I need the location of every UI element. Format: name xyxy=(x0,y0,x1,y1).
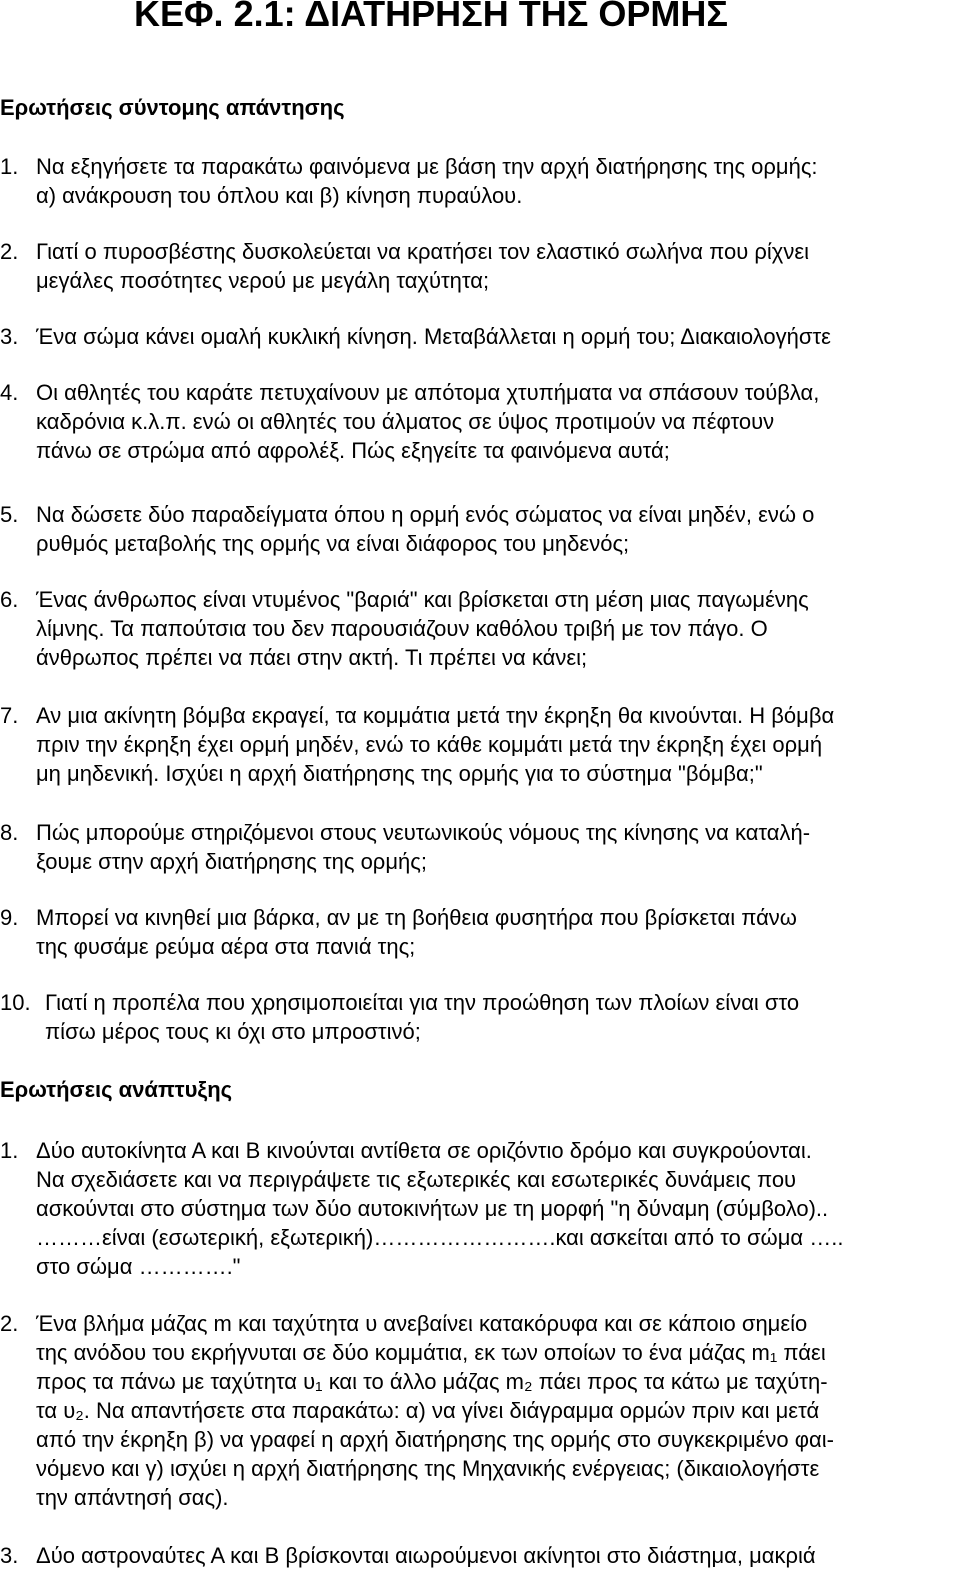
short-question-7 xyxy=(0,701,960,788)
question-number: 3. xyxy=(0,324,19,349)
development-heading: Ερωτήσεις ανάπτυξης xyxy=(0,1077,233,1102)
question-text-line: Γιατί η προπέλα που χρησιμοποιείται για την προώθηση των πλοίων είναι στο xyxy=(45,990,800,1015)
question-number: 2. xyxy=(0,1311,19,1336)
question-text-line: καδρόνια κ.λ.π. ενώ οι αθλητές του άλματος σε ύψος προτιμούν να πέφτουν xyxy=(36,409,775,434)
development-question-3 xyxy=(0,1541,960,1570)
question-number: 6. xyxy=(0,587,19,612)
question-text-line: προς τα πάνω με ταχύτητα υ₁ και το άλλο μάζας m₂ πάει προς τα κάτω με ταχύτη- xyxy=(36,1369,828,1394)
question-text-line: Δύο αστροναύτες Α και Β βρίσκονται αιωρούμενοι ακίνητοι στο διάστημα, μακριά xyxy=(36,1543,816,1568)
short-question-10 xyxy=(0,988,960,1046)
short-question-5 xyxy=(0,500,960,558)
question-text-line: στο σώμα …………." xyxy=(36,1254,241,1279)
question-text-line: άνθρωπος πρέπει να πάει στην ακτή. Τι πρέπει να κάνει; xyxy=(36,645,588,670)
question-text-line: Να δώσετε δύο παραδείγματα όπου η ορμή ενός σώματος να είναι μηδέν, ενώ ο xyxy=(36,502,815,527)
question-text-line: πριν την έκρηξη έχει ορμή μηδέν, ενώ το κάθε κομμάτι μετά την έκρηξη έχει ορμή xyxy=(36,732,823,757)
short-question-6 xyxy=(0,585,960,672)
question-text-line: λίμνης. Τα παπούτσια του δεν παρουσιάζουν καθόλου τριβή με τον πάγο. Ο xyxy=(36,616,768,641)
question-number: 1. xyxy=(0,154,19,179)
question-text-line: Μπορεί να κινηθεί μια βάρκα, αν με τη βοήθεια φυσητήρα που βρίσκεται πάνω xyxy=(36,905,797,930)
question-number: 5. xyxy=(0,502,19,527)
development-question-2 xyxy=(0,1309,960,1512)
question-text-line: α) ανάκρουση του όπλου και β) κίνηση πυραύλου. xyxy=(36,183,523,208)
question-text-line: Γιατί ο πυροσβέστης δυσκολεύεται να κρατήσει τον ελαστικό σωλήνα που ρίχνει xyxy=(36,239,810,264)
question-text-line: Οι αθλητές του καράτε πετυχαίνουν με απότομα χτυπήματα να σπάσουν τούβλα, xyxy=(36,380,820,405)
question-text-line: τα υ₂. Να απαντήσετε στα παρακάτω: α) να γίνει διάγραμμα ορμών πριν και μετά xyxy=(36,1398,820,1423)
question-text-line: ασκούνται στο σύστημα των δύο αυτοκινήτων με τη μορφή "η δύναμη (σύμβολο).. xyxy=(36,1196,829,1221)
short-question-4 xyxy=(0,378,960,465)
question-text-line: ξουμε στην αρχή διατήρησης της ορμής; xyxy=(36,849,427,874)
question-text-line: Αν μια ακίνητη βόμβα εκραγεί, τα κομμάτια μετά την έκρηξη θα κινούνται. Η βόμβα xyxy=(36,703,835,728)
question-text-line: Δύο αυτοκίνητα Α και Β κινούνται αντίθετα σε οριζόντιο δρόμο και συγκρούονται. xyxy=(36,1138,812,1163)
short-question-1 xyxy=(0,152,960,210)
question-text-line: πάνω σε στρώμα από αφρολέξ. Πώς εξηγείτε τα φαινόμενα αυτά; xyxy=(36,438,670,463)
question-text-line: μεγάλες ποσότητες νερού με μεγάλη ταχύτητα; xyxy=(36,268,490,293)
question-number: 4. xyxy=(0,380,19,405)
question-number: 8. xyxy=(0,820,19,845)
question-text-line: ρυθμός μεταβολής της ορμής να είναι διάφορος του μηδενός; xyxy=(36,531,630,556)
question-number: 9. xyxy=(0,905,19,930)
question-number: 7. xyxy=(0,703,19,728)
question-number: 2. xyxy=(0,239,19,264)
question-text-line: νόμενο και γ) ισχύει η αρχή διατήρησης της Μηχανικής ενέργειας; (δικαιολογήστε xyxy=(36,1456,820,1481)
question-text-line: από την έκρηξη β) να γραφεί η αρχή διατήρησης της ορμής στο συγκεκριμένο φαι- xyxy=(36,1427,834,1452)
short-question-9 xyxy=(0,903,960,961)
short-question-3 xyxy=(0,322,960,351)
question-text-line: Ένα σώμα κάνει ομαλή κυκλική κίνηση. Μεταβάλλεται η ορμή του; Διακαιολογήστε xyxy=(36,324,831,349)
development-question-1 xyxy=(0,1136,960,1281)
question-text-line: την απάντησή σας). xyxy=(36,1485,229,1510)
page-title: ΚΕΦ. 2.1: ΔΙΑΤΗΡΗΣΗ ΤΗΣ ΟΡΜΗΣ xyxy=(134,0,728,34)
short-question-2 xyxy=(0,237,960,295)
question-text-line: Ένας άνθρωπος είναι ντυμένος "βαριά" και βρίσκεται στη μέση μιας παγωμένης xyxy=(36,587,809,612)
question-number: 1. xyxy=(0,1138,19,1163)
short-answer-heading: Ερωτήσεις σύντομης απάντησης xyxy=(0,95,345,120)
question-number: 3. xyxy=(0,1543,19,1568)
question-text-line: πίσω μέρος τους κι όχι στο μπροστινό; xyxy=(45,1019,421,1044)
question-text-line: Ένα βλήμα μάζας m και ταχύτητα υ ανεβαίνει κατακόρυφα και σε κάποιο σημείο xyxy=(36,1311,808,1336)
question-text-line: της ανόδου του εκρήγνυται σε δύο κομμάτια, εκ των οποίων το ένα μάζας m₁ πάει xyxy=(36,1340,826,1365)
question-text-line: Να εξηγήσετε τα παρακάτω φαινόμενα με βάση την αρχή διατήρησης της ορμής: xyxy=(36,154,818,179)
question-text-line: Να σχεδιάσετε και να περιγράψετε τις εξωτερικές και εσωτερικές δυνάμεις που xyxy=(36,1167,797,1192)
question-text-line: Πώς μπορούμε στηριζόμενοι στους νευτωνικούς νόμους της κίνησης να καταλή- xyxy=(36,820,811,845)
short-question-8 xyxy=(0,818,960,876)
question-text-line: ………είναι (εσωτερική, εξωτερική)…………………….και ασκείται από το σώμα ….. xyxy=(36,1225,844,1250)
question-text-line: της φυσάμε ρεύμα αέρα στα πανιά της; xyxy=(36,934,416,959)
question-number: 10. xyxy=(0,990,31,1015)
question-text-line: μη μηδενική. Ισχύει η αρχή διατήρησης της ορμής για το σύστημα "βόμβα;" xyxy=(36,761,763,786)
